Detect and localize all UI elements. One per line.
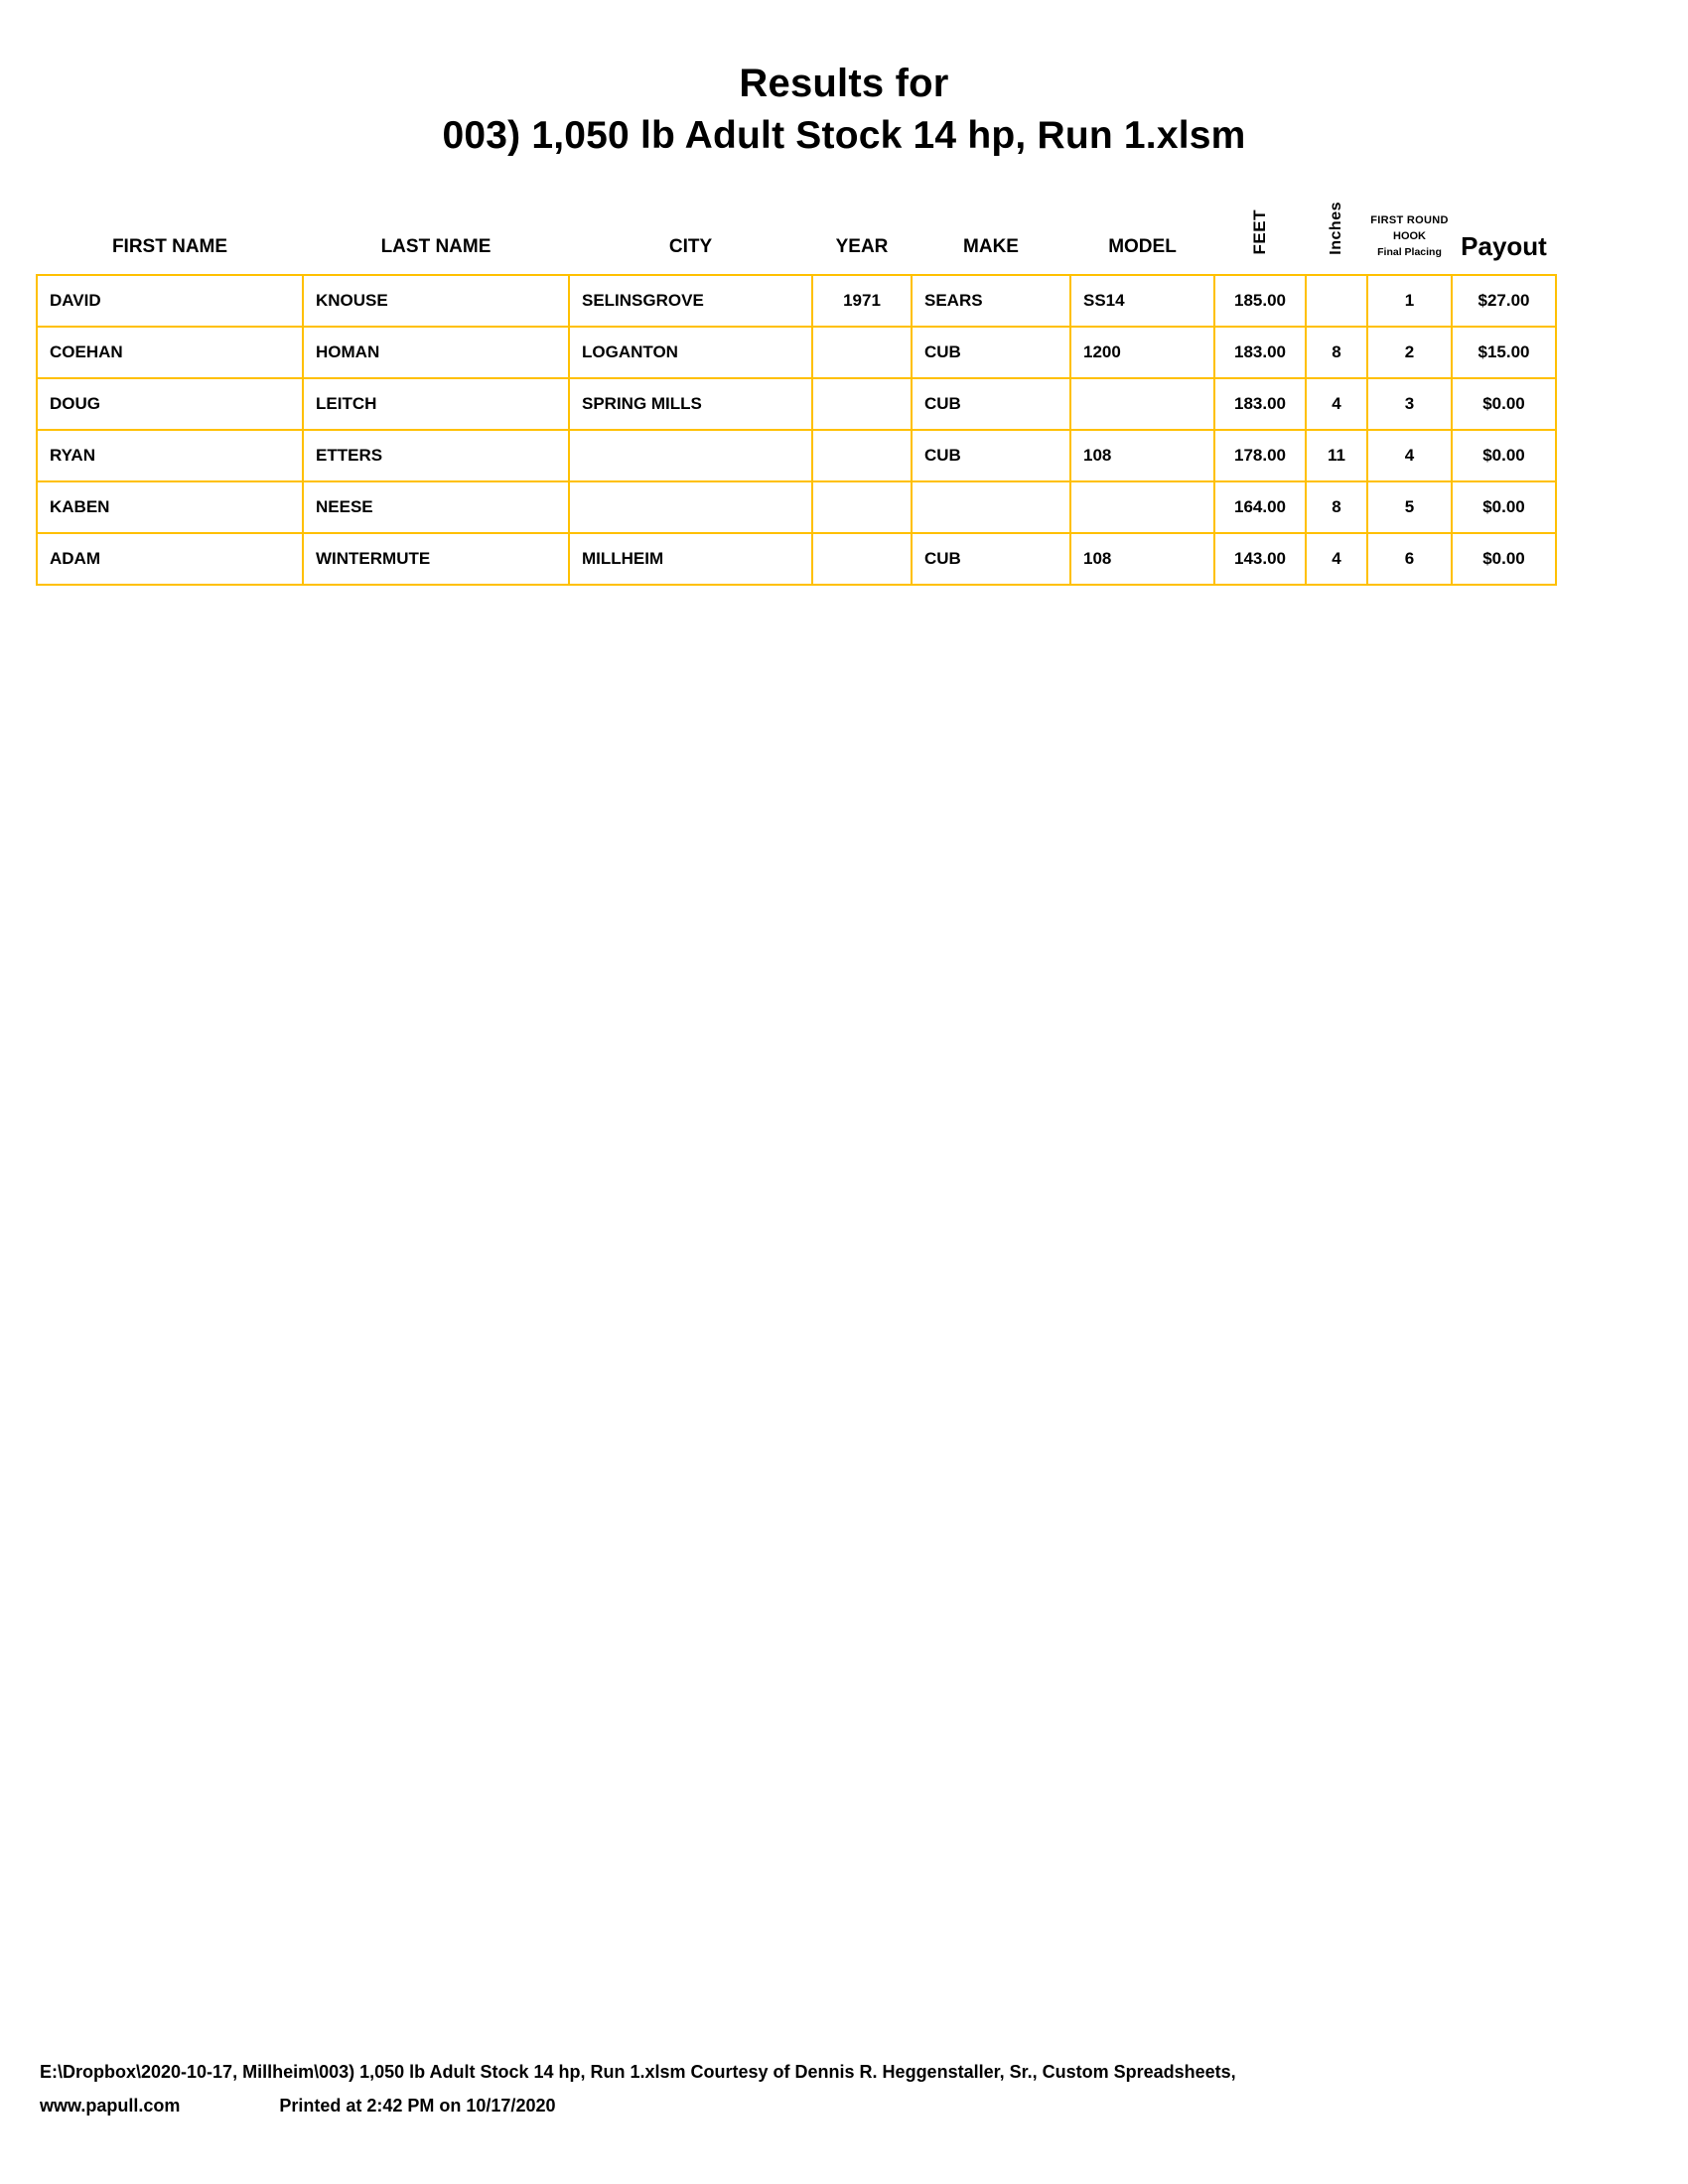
cell-payout: $27.00 — [1452, 275, 1556, 327]
column-header-final-placing — [1367, 195, 1452, 275]
column-header-inches — [1306, 195, 1367, 275]
cell-year: 1971 — [812, 275, 912, 327]
cell-placing: 3 — [1367, 378, 1452, 430]
column-header-year: YEAR — [835, 236, 889, 258]
results-table — [36, 195, 1557, 586]
table-row — [37, 533, 1556, 585]
cell-model: 108 — [1070, 430, 1214, 481]
cell-city: SPRING MILLS — [569, 378, 812, 430]
cell-make: CUB — [912, 378, 1070, 430]
column-header-model: MODEL — [1108, 236, 1177, 258]
cell-city: SELINSGROVE — [569, 275, 812, 327]
cell-year — [812, 327, 912, 378]
table-row — [37, 275, 1556, 327]
cell-inches: 4 — [1306, 378, 1367, 430]
footer-path: E:\Dropbox\2020-10-17, Millheim\003) 1,050 lb Adult Stock 14 hp, Run 1.xlsm Courtesy of Dennis R. Heggenstaller, Sr., Custom Spreadsheets, — [40, 2061, 1236, 2082]
cell-inches: 11 — [1306, 430, 1367, 481]
cell-first-name: COEHAN — [37, 327, 303, 378]
cell-last-name: LEITCH — [303, 378, 569, 430]
cell-payout: $0.00 — [1452, 378, 1556, 430]
results-table-body — [37, 275, 1556, 585]
cell-year — [812, 378, 912, 430]
column-header-feet-label: FEET — [1250, 208, 1269, 255]
table-row — [37, 430, 1556, 481]
cell-last-name: KNOUSE — [303, 275, 569, 327]
table-row — [37, 378, 1556, 430]
cell-inches — [1306, 275, 1367, 327]
cell-model: SS14 — [1070, 275, 1214, 327]
column-header-payout: Payout — [1461, 231, 1547, 262]
cell-model: 1200 — [1070, 327, 1214, 378]
results-table-container — [36, 195, 1652, 586]
cell-make: SEARS — [912, 275, 1070, 327]
cell-first-name: ADAM — [37, 533, 303, 585]
cell-inches: 4 — [1306, 533, 1367, 585]
cell-last-name: WINTERMUTE — [303, 533, 569, 585]
cell-placing: 6 — [1367, 533, 1452, 585]
table-row — [37, 481, 1556, 533]
cell-payout: $0.00 — [1452, 430, 1556, 481]
column-header-feet — [1214, 195, 1306, 275]
placing-line-1: FIRST ROUND — [1370, 214, 1449, 227]
cell-placing: 2 — [1367, 327, 1452, 378]
cell-model — [1070, 378, 1214, 430]
cell-model — [1070, 481, 1214, 533]
cell-city — [569, 430, 812, 481]
cell-payout: $0.00 — [1452, 481, 1556, 533]
cell-inches: 8 — [1306, 327, 1367, 378]
column-header-inches-label: Inches — [1328, 201, 1344, 255]
cell-feet: 164.00 — [1214, 481, 1306, 533]
cell-payout: $15.00 — [1452, 327, 1556, 378]
cell-last-name: NEESE — [303, 481, 569, 533]
cell-feet: 185.00 — [1214, 275, 1306, 327]
cell-year — [812, 533, 912, 585]
table-header-row — [37, 195, 1556, 275]
placing-line-3: Final Placing — [1377, 246, 1442, 259]
cell-feet: 143.00 — [1214, 533, 1306, 585]
cell-city — [569, 481, 812, 533]
column-header-city: CITY — [668, 236, 713, 258]
cell-year — [812, 481, 912, 533]
footer-website: www.papull.com — [40, 2095, 181, 2116]
title-line-2: 003) 1,050 lb Adult Stock 14 hp, Run 1.xlsm — [442, 113, 1246, 157]
table-row — [37, 327, 1556, 378]
cell-payout: $0.00 — [1452, 533, 1556, 585]
title-line-1: Results for — [739, 62, 949, 105]
cell-feet: 183.00 — [1214, 327, 1306, 378]
cell-city: LOGANTON — [569, 327, 812, 378]
cell-first-name: KABEN — [37, 481, 303, 533]
cell-feet: 178.00 — [1214, 430, 1306, 481]
footer-printed: Printed at 2:42 PM on 10/17/2020 — [279, 2095, 556, 2116]
page-title — [0, 0, 1688, 161]
cell-model: 108 — [1070, 533, 1214, 585]
cell-first-name: RYAN — [37, 430, 303, 481]
cell-placing: 5 — [1367, 481, 1452, 533]
column-header-make: MAKE — [963, 236, 1019, 258]
column-header-last-name: LAST NAME — [380, 236, 492, 258]
cell-first-name: DAVID — [37, 275, 303, 327]
cell-feet: 183.00 — [1214, 378, 1306, 430]
column-header-first-name: FIRST NAME — [111, 236, 228, 258]
cell-make — [912, 481, 1070, 533]
cell-make: CUB — [912, 430, 1070, 481]
page-footer — [40, 2055, 1648, 2122]
cell-inches: 8 — [1306, 481, 1367, 533]
cell-first-name: DOUG — [37, 378, 303, 430]
cell-last-name: HOMAN — [303, 327, 569, 378]
cell-year — [812, 430, 912, 481]
cell-city: MILLHEIM — [569, 533, 812, 585]
cell-make: CUB — [912, 533, 1070, 585]
cell-make: CUB — [912, 327, 1070, 378]
cell-placing: 4 — [1367, 430, 1452, 481]
placing-line-2: HOOK — [1393, 230, 1426, 243]
cell-placing: 1 — [1367, 275, 1452, 327]
cell-last-name: ETTERS — [303, 430, 569, 481]
